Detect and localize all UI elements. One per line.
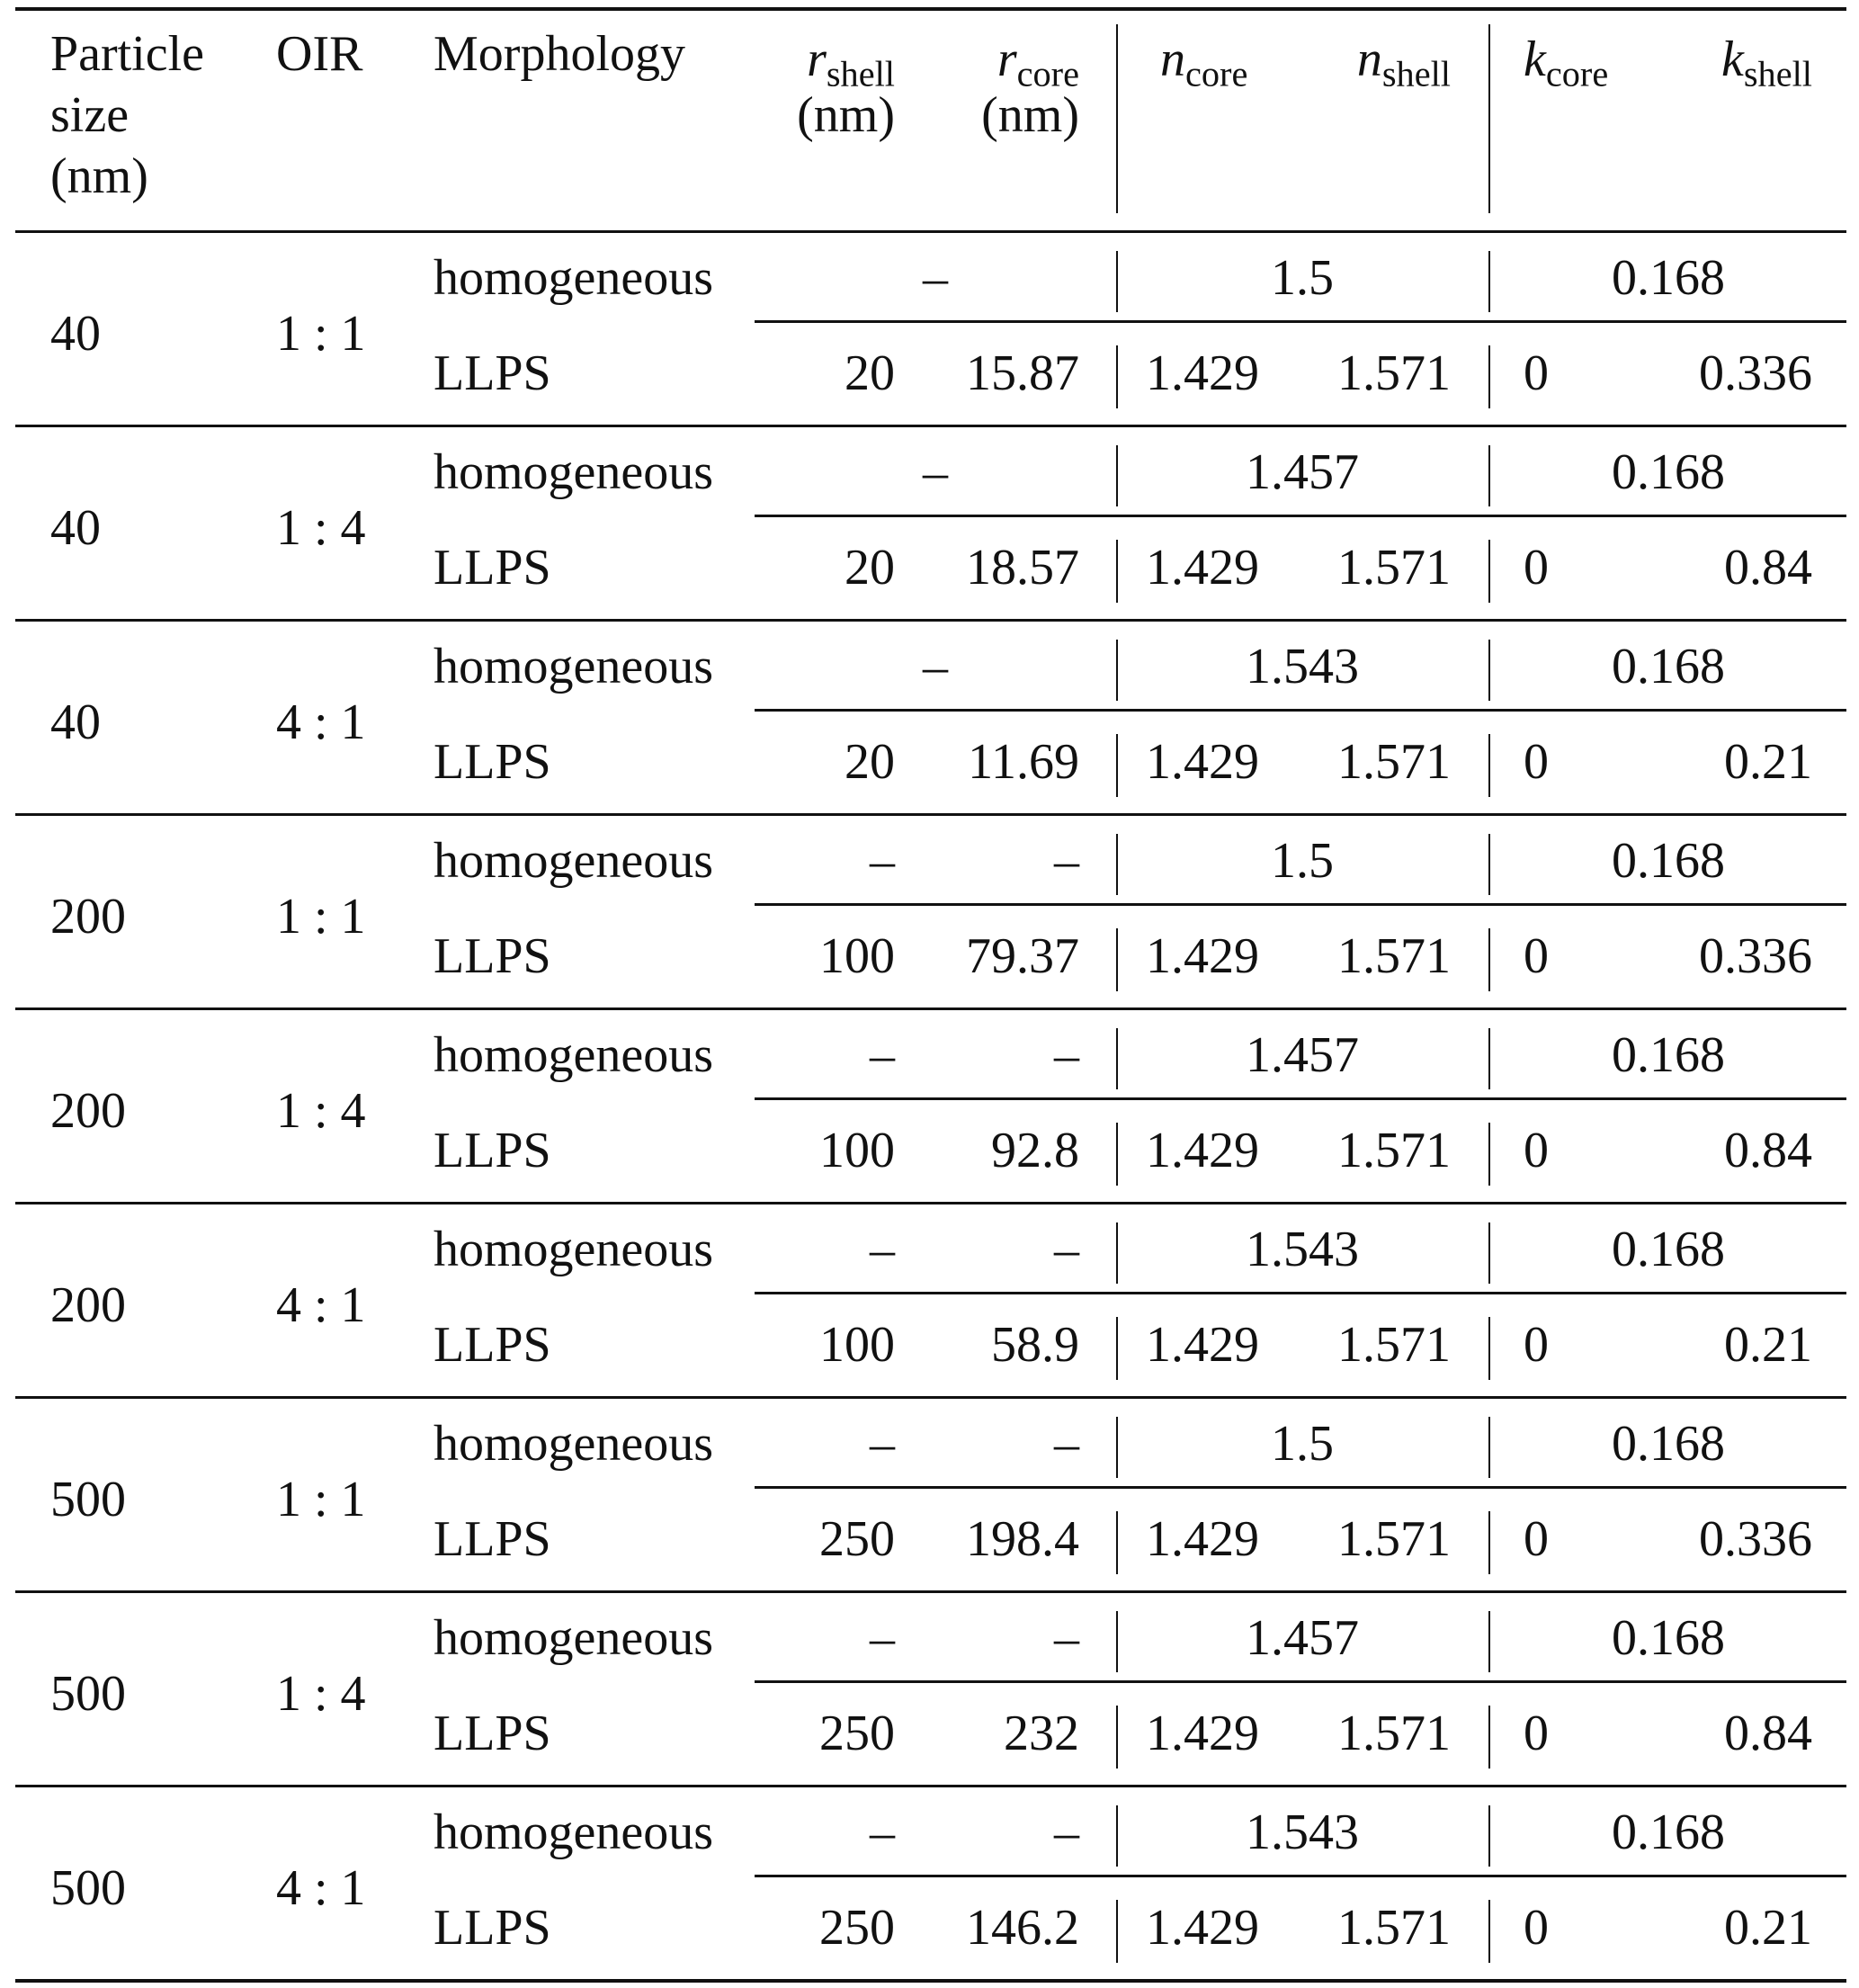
oir-cell: 4 : 1 xyxy=(276,1277,366,1333)
subrow-rule xyxy=(755,320,1846,323)
n-core-cell: 1.429 xyxy=(1146,1317,1259,1373)
k-merged-cell: 0.168 xyxy=(1612,639,1725,694)
n-core-cell: 1.429 xyxy=(1146,540,1259,596)
column-divider-2 xyxy=(1488,1222,1490,1284)
r-shell-cell: 250 xyxy=(819,1706,895,1761)
r-shell-cell: 100 xyxy=(819,1123,895,1178)
particle-size-cell: 500 xyxy=(50,1472,126,1527)
k-merged-cell: 0.168 xyxy=(1612,1804,1725,1860)
oir-cell: 1 : 4 xyxy=(276,500,366,556)
top-rule xyxy=(15,7,1846,11)
n-core-cell: 1.429 xyxy=(1146,1511,1259,1567)
column-divider-2 xyxy=(1488,734,1490,797)
n-merged-cell: 1.543 xyxy=(1246,1222,1359,1277)
r-core-cell: – xyxy=(1054,1027,1079,1083)
r-core-cell: – xyxy=(1054,833,1079,889)
r-shell-cell: – xyxy=(870,1416,895,1472)
subrow-rule xyxy=(755,709,1846,712)
oir-cell: 4 : 1 xyxy=(276,1860,366,1916)
r-core-cell: – xyxy=(1054,1804,1079,1860)
group-rule xyxy=(15,1007,1846,1010)
oir-cell: 1 : 1 xyxy=(276,306,366,362)
morphology-cell: LLPS xyxy=(433,928,551,984)
bottom-rule xyxy=(15,1979,1846,1983)
r-shell-cell: 20 xyxy=(845,345,895,401)
header-particle-size-line1: Particle xyxy=(50,26,205,82)
header-r-shell: $r_{shell}$ xyxy=(807,31,895,94)
column-divider-1 xyxy=(1116,1706,1118,1769)
morphology-cell: homogeneous xyxy=(433,639,714,694)
r-shell-cell: – xyxy=(870,1804,895,1860)
particle-size-cell: 200 xyxy=(50,1083,126,1139)
header-particle-size-line2: size xyxy=(50,87,130,143)
header-n-core: $n_{core}$ xyxy=(1160,31,1248,94)
r-core-cell: 198.4 xyxy=(966,1511,1079,1567)
n-merged-cell: 1.457 xyxy=(1246,1610,1359,1666)
morphology-cell: LLPS xyxy=(433,1900,551,1956)
k-shell-cell: 0.336 xyxy=(1699,1511,1812,1567)
column-divider-1 xyxy=(1116,834,1118,895)
particle-size-cell: 40 xyxy=(50,694,101,750)
group-rule xyxy=(15,1202,1846,1204)
r-shell-cell: 20 xyxy=(845,540,895,596)
n-shell-cell: 1.571 xyxy=(1337,1123,1451,1178)
column-divider-2 xyxy=(1488,251,1490,312)
n-core-cell: 1.429 xyxy=(1146,734,1259,790)
n-shell-cell: 1.571 xyxy=(1337,1706,1451,1761)
k-core-cell: 0 xyxy=(1524,1511,1549,1567)
header-r-core-unit: (nm) xyxy=(981,87,1079,143)
particle-size-cell: 40 xyxy=(50,500,101,556)
column-divider-1 xyxy=(1116,1123,1118,1186)
column-divider-1 xyxy=(1116,251,1118,312)
column-divider-2 xyxy=(1488,1123,1490,1186)
column-divider-1 xyxy=(1116,1028,1118,1089)
column-divider-2 xyxy=(1488,345,1490,408)
k-core-cell: 0 xyxy=(1524,734,1549,790)
n-merged-cell: 1.5 xyxy=(1271,833,1334,889)
k-shell-cell: 0.21 xyxy=(1724,734,1812,790)
header-k-shell: $k_{shell}$ xyxy=(1721,31,1812,94)
k-core-cell: 0 xyxy=(1524,540,1549,596)
column-divider-2 xyxy=(1488,1028,1490,1089)
k-shell-cell: 0.336 xyxy=(1699,928,1812,984)
column-divider-2 xyxy=(1488,540,1490,603)
particle-size-cell: 500 xyxy=(50,1860,126,1916)
r-core-cell: 146.2 xyxy=(966,1900,1079,1956)
group-rule xyxy=(15,813,1846,816)
r-shell-cell: – xyxy=(870,833,895,889)
column-divider-1 xyxy=(1116,445,1118,506)
column-divider-1 xyxy=(1116,928,1118,991)
header-rule xyxy=(15,230,1846,233)
morphology-cell: LLPS xyxy=(433,345,551,401)
k-core-cell: 0 xyxy=(1524,1900,1549,1956)
header-divider-2 xyxy=(1488,24,1490,213)
particle-size-cell: 500 xyxy=(50,1666,126,1722)
n-shell-cell: 1.571 xyxy=(1337,1900,1451,1956)
header-r-shell-unit: (nm) xyxy=(797,87,895,143)
r-core-cell: 15.87 xyxy=(966,345,1079,401)
column-divider-2 xyxy=(1488,1706,1490,1769)
oir-cell: 1 : 1 xyxy=(276,1472,366,1527)
r-merged-cell: – xyxy=(923,444,948,500)
n-shell-cell: 1.571 xyxy=(1337,540,1451,596)
oir-cell: 1 : 4 xyxy=(276,1083,366,1139)
n-shell-cell: 1.571 xyxy=(1337,345,1451,401)
k-core-cell: 0 xyxy=(1524,345,1549,401)
r-merged-cell: – xyxy=(923,250,948,306)
n-shell-cell: 1.571 xyxy=(1337,928,1451,984)
column-divider-2 xyxy=(1488,1805,1490,1867)
r-merged-cell: – xyxy=(923,639,948,694)
n-core-cell: 1.429 xyxy=(1146,928,1259,984)
header-divider-1 xyxy=(1116,24,1118,213)
header-morphology: Morphology xyxy=(433,26,685,82)
column-divider-2 xyxy=(1488,1317,1490,1380)
k-shell-cell: 0.21 xyxy=(1724,1317,1812,1373)
column-divider-1 xyxy=(1116,734,1118,797)
oir-cell: 4 : 1 xyxy=(276,694,366,750)
r-core-cell: – xyxy=(1054,1222,1079,1277)
column-divider-2 xyxy=(1488,834,1490,895)
morphology-cell: LLPS xyxy=(433,1317,551,1373)
k-merged-cell: 0.168 xyxy=(1612,250,1725,306)
n-shell-cell: 1.571 xyxy=(1337,1317,1451,1373)
subrow-rule xyxy=(755,1292,1846,1294)
oir-cell: 1 : 1 xyxy=(276,889,366,945)
n-core-cell: 1.429 xyxy=(1146,1900,1259,1956)
column-divider-2 xyxy=(1488,1611,1490,1672)
morphology-cell: LLPS xyxy=(433,1123,551,1178)
r-core-cell: 11.69 xyxy=(968,734,1079,790)
column-divider-1 xyxy=(1116,1805,1118,1867)
n-merged-cell: 1.543 xyxy=(1246,1804,1359,1860)
k-merged-cell: 0.168 xyxy=(1612,833,1725,889)
column-divider-1 xyxy=(1116,1317,1118,1380)
morphology-cell: homogeneous xyxy=(433,833,714,889)
n-core-cell: 1.429 xyxy=(1146,345,1259,401)
group-rule xyxy=(15,1396,1846,1399)
n-merged-cell: 1.5 xyxy=(1271,250,1334,306)
column-divider-1 xyxy=(1116,1222,1118,1284)
group-rule xyxy=(15,1785,1846,1787)
column-divider-1 xyxy=(1116,1611,1118,1672)
k-core-cell: 0 xyxy=(1524,1317,1549,1373)
r-core-cell: – xyxy=(1054,1610,1079,1666)
column-divider-2 xyxy=(1488,1511,1490,1574)
header-oir: OIR xyxy=(276,26,363,82)
column-divider-1 xyxy=(1116,540,1118,603)
k-shell-cell: 0.21 xyxy=(1724,1900,1812,1956)
oir-cell: 1 : 4 xyxy=(276,1666,366,1722)
r-shell-cell: – xyxy=(870,1027,895,1083)
k-merged-cell: 0.168 xyxy=(1612,444,1725,500)
column-divider-1 xyxy=(1116,345,1118,408)
morphology-cell: homogeneous xyxy=(433,444,714,500)
column-divider-2 xyxy=(1488,1900,1490,1963)
column-divider-2 xyxy=(1488,640,1490,701)
header-n-shell: $n_{shell}$ xyxy=(1356,31,1451,94)
subrow-rule xyxy=(755,1486,1846,1489)
k-core-cell: 0 xyxy=(1524,928,1549,984)
subrow-rule xyxy=(755,1097,1846,1100)
particle-size-cell: 40 xyxy=(50,306,101,362)
morphology-cell: homogeneous xyxy=(433,1610,714,1666)
r-shell-cell: 100 xyxy=(819,1317,895,1373)
n-merged-cell: 1.457 xyxy=(1246,1027,1359,1083)
k-shell-cell: 0.84 xyxy=(1724,1123,1812,1178)
r-core-cell: 232 xyxy=(1004,1706,1079,1761)
n-merged-cell: 1.457 xyxy=(1246,444,1359,500)
subrow-rule xyxy=(755,1875,1846,1877)
column-divider-1 xyxy=(1116,1900,1118,1963)
k-merged-cell: 0.168 xyxy=(1612,1610,1725,1666)
k-core-cell: 0 xyxy=(1524,1123,1549,1178)
header-r-core: $r_{core}$ xyxy=(997,31,1079,94)
header-particle-size-line3: (nm) xyxy=(50,148,148,204)
k-merged-cell: 0.168 xyxy=(1612,1027,1725,1083)
column-divider-1 xyxy=(1116,1417,1118,1478)
r-core-cell: 79.37 xyxy=(966,928,1079,984)
r-shell-cell: 250 xyxy=(819,1511,895,1567)
column-divider-2 xyxy=(1488,445,1490,506)
k-shell-cell: 0.336 xyxy=(1699,345,1812,401)
r-core-cell: 18.57 xyxy=(966,540,1079,596)
n-shell-cell: 1.571 xyxy=(1337,734,1451,790)
n-merged-cell: 1.543 xyxy=(1246,639,1359,694)
k-core-cell: 0 xyxy=(1524,1706,1549,1761)
morphology-cell: homogeneous xyxy=(433,1222,714,1277)
r-shell-cell: 20 xyxy=(845,734,895,790)
morphology-cell: LLPS xyxy=(433,540,551,596)
morphology-cell: LLPS xyxy=(433,734,551,790)
morphology-cell: homogeneous xyxy=(433,250,714,306)
k-merged-cell: 0.168 xyxy=(1612,1416,1725,1472)
n-core-cell: 1.429 xyxy=(1146,1123,1259,1178)
particle-size-cell: 200 xyxy=(50,1277,126,1333)
k-merged-cell: 0.168 xyxy=(1612,1222,1725,1277)
r-shell-cell: 250 xyxy=(819,1900,895,1956)
group-rule xyxy=(15,425,1846,427)
k-shell-cell: 0.84 xyxy=(1724,540,1812,596)
group-rule xyxy=(15,1590,1846,1593)
particle-size-cell: 200 xyxy=(50,889,126,945)
morphology-cell: homogeneous xyxy=(433,1416,714,1472)
header-k-core: $k_{core}$ xyxy=(1524,31,1609,94)
morphology-cell: homogeneous xyxy=(433,1027,714,1083)
r-core-cell: 58.9 xyxy=(991,1317,1079,1373)
r-shell-cell: – xyxy=(870,1222,895,1277)
r-shell-cell: – xyxy=(870,1610,895,1666)
n-shell-cell: 1.571 xyxy=(1337,1511,1451,1567)
n-merged-cell: 1.5 xyxy=(1271,1416,1334,1472)
column-divider-1 xyxy=(1116,640,1118,701)
subrow-rule xyxy=(755,903,1846,906)
column-divider-2 xyxy=(1488,1417,1490,1478)
column-divider-1 xyxy=(1116,1511,1118,1574)
subrow-rule xyxy=(755,515,1846,517)
k-shell-cell: 0.84 xyxy=(1724,1706,1812,1761)
r-core-cell: 92.8 xyxy=(991,1123,1079,1178)
subrow-rule xyxy=(755,1680,1846,1683)
group-rule xyxy=(15,619,1846,622)
n-core-cell: 1.429 xyxy=(1146,1706,1259,1761)
r-core-cell: – xyxy=(1054,1416,1079,1472)
morphology-cell: LLPS xyxy=(433,1511,551,1567)
r-shell-cell: 100 xyxy=(819,928,895,984)
morphology-cell: homogeneous xyxy=(433,1804,714,1860)
morphology-cell: LLPS xyxy=(433,1706,551,1761)
column-divider-2 xyxy=(1488,928,1490,991)
